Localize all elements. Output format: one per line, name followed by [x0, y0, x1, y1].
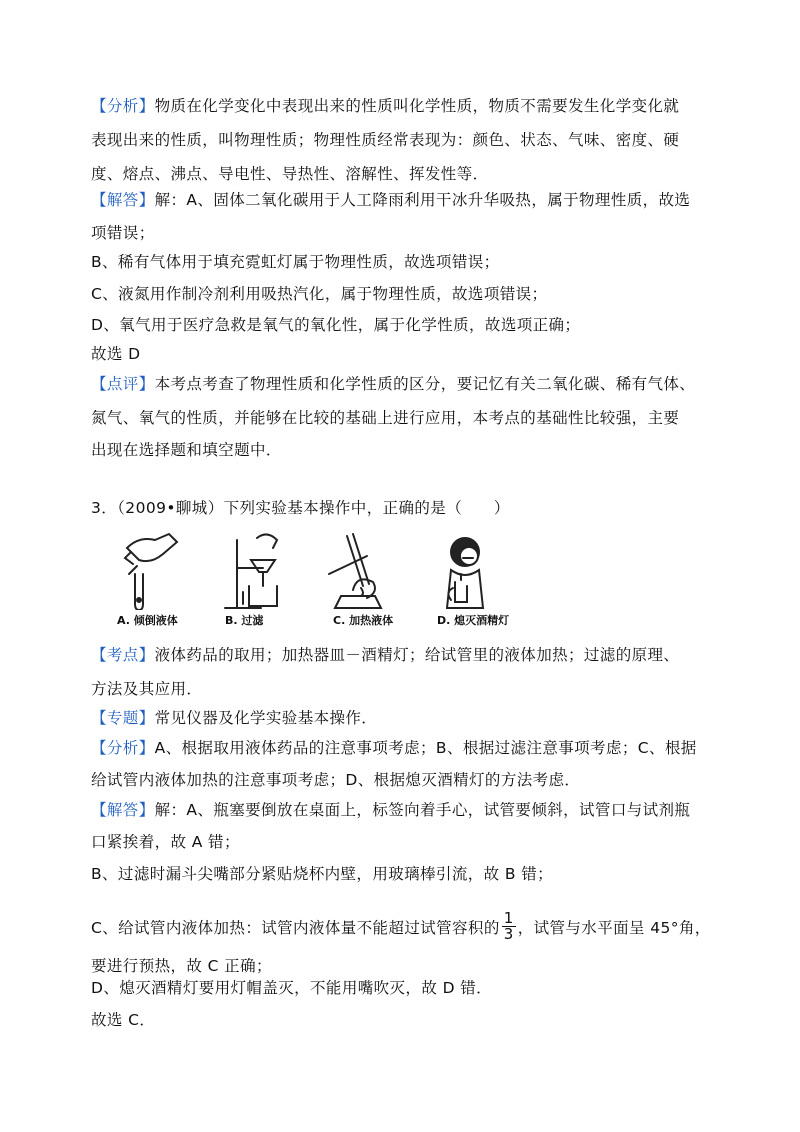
answer-line-b: B、稀有气体用于填充霓虹灯属于物理性质，故选项错误； [91, 253, 500, 271]
answer2-line-d: D、熄灭酒精灯要用灯帽盖灭，不能用嘴吹灭，故 D 错． [91, 979, 493, 997]
answer2-line-c: C、给试管内液体加热：试管内液体量不能超过试管容积的 $\frac{1}{3}$ ，试管与水平面呈 45°角， [91, 909, 711, 943]
answer2-choice: 故选 C． [91, 1011, 156, 1029]
answer2-line-1: 【解答】解：A、瓶塞要倒放在桌面上，标签向着手心，试管要倾斜，试管口与试剂瓶 [91, 801, 691, 819]
tag-answer: 【解答】 [91, 191, 155, 209]
fraction-one-third: $\frac{1}{3}$ [503, 909, 514, 943]
caption-d: D. 熄灭酒精灯 [437, 614, 510, 627]
answer-line-1: 【解答】解：A、固体二氧化碳用于人工降雨利用干冰升华吸热，属于物理性质，故选 [91, 191, 691, 209]
key-point-line-2: 方法及其应用． [91, 680, 203, 698]
comment-line-2: 氮气、氧气的性质，并能够在比较的基础上进行应用，本考点的基础性比较强，主要 [91, 409, 680, 427]
answer2-line-b: B、过滤时漏斗尖嘴部分紧贴烧杯内壁，用玻璃棒引流，故 B 错； [91, 865, 554, 883]
answer-line-2: 项错误； [91, 224, 155, 242]
caption-b: B. 过滤 [225, 614, 264, 627]
tag-answer-2: 【解答】 [91, 801, 155, 819]
question-3-stem: 3．（2009•聊城）下列实验基本操作中，正确的是（ ） [91, 499, 510, 517]
key-point-line-1: 【考点】液体药品的取用；加热器皿－酒精灯；给试管里的液体加热；过滤的原理、 [91, 646, 680, 664]
tag-analysis-2: 【分析】 [91, 739, 155, 757]
answer-line-d: D、氧气用于医疗急救是氧气的氧化性，属于化学性质，故选项正确； [91, 316, 581, 334]
analysis2-line-1: 【分析】A、根据取用液体药品的注意事项考虑；B、根据过滤注意事项考虑；C、根据 [91, 739, 697, 757]
pouring-liquid-icon [125, 534, 177, 610]
analysis-line-3: 度、熔点、沸点、导电性、导热性、溶解性、挥发性等． [91, 165, 489, 183]
tag-topic: 【专题】 [91, 709, 155, 727]
analysis2-line-2: 给试管内液体加热的注意事项考虑；D、根据熄灭酒精灯的方法考虑． [91, 771, 581, 789]
experiment-figure [117, 530, 537, 635]
tag-key-point: 【考点】 [91, 646, 155, 664]
caption-c: C. 加热液体 [333, 614, 394, 627]
topic-line: 【专题】常见仪器及化学实验基本操作． [91, 709, 378, 727]
analysis-line-1: 【分析】物质在化学变化中表现出来的性质叫化学性质，物质不需要发生化学变化就 [91, 97, 680, 115]
comment-line-1: 【点评】本考点考查了物理性质和化学性质的区分，要记忆有关二氧化碳、稀有气体、 [91, 375, 696, 393]
heating-liquid-icon [329, 534, 381, 608]
tag-comment: 【点评】 [91, 375, 155, 393]
caption-a: A. 倾倒液体 [117, 614, 178, 627]
extinguish-lamp-icon [447, 538, 483, 608]
tag-analysis: 【分析】 [91, 97, 155, 115]
comment-line-3: 出现在选择题和填空题中． [91, 441, 282, 459]
answer-line-c: C、液氮用作制冷剂利用吸热汽化，属于物理性质，故选项错误； [91, 285, 548, 303]
answer2-line-2: 口紧挨着，故 A 错； [91, 833, 240, 851]
filtration-icon [225, 534, 277, 608]
analysis-line-2: 表现出来的性质，叫物理性质；物理性质经常表现为：颜色、状态、气味、密度、硬 [91, 131, 680, 149]
answer2-line-c2: 要进行预热，故 C 正确； [91, 957, 272, 975]
answer-choice: 故选 D [91, 345, 141, 363]
experiment-illustrations [117, 530, 537, 610]
